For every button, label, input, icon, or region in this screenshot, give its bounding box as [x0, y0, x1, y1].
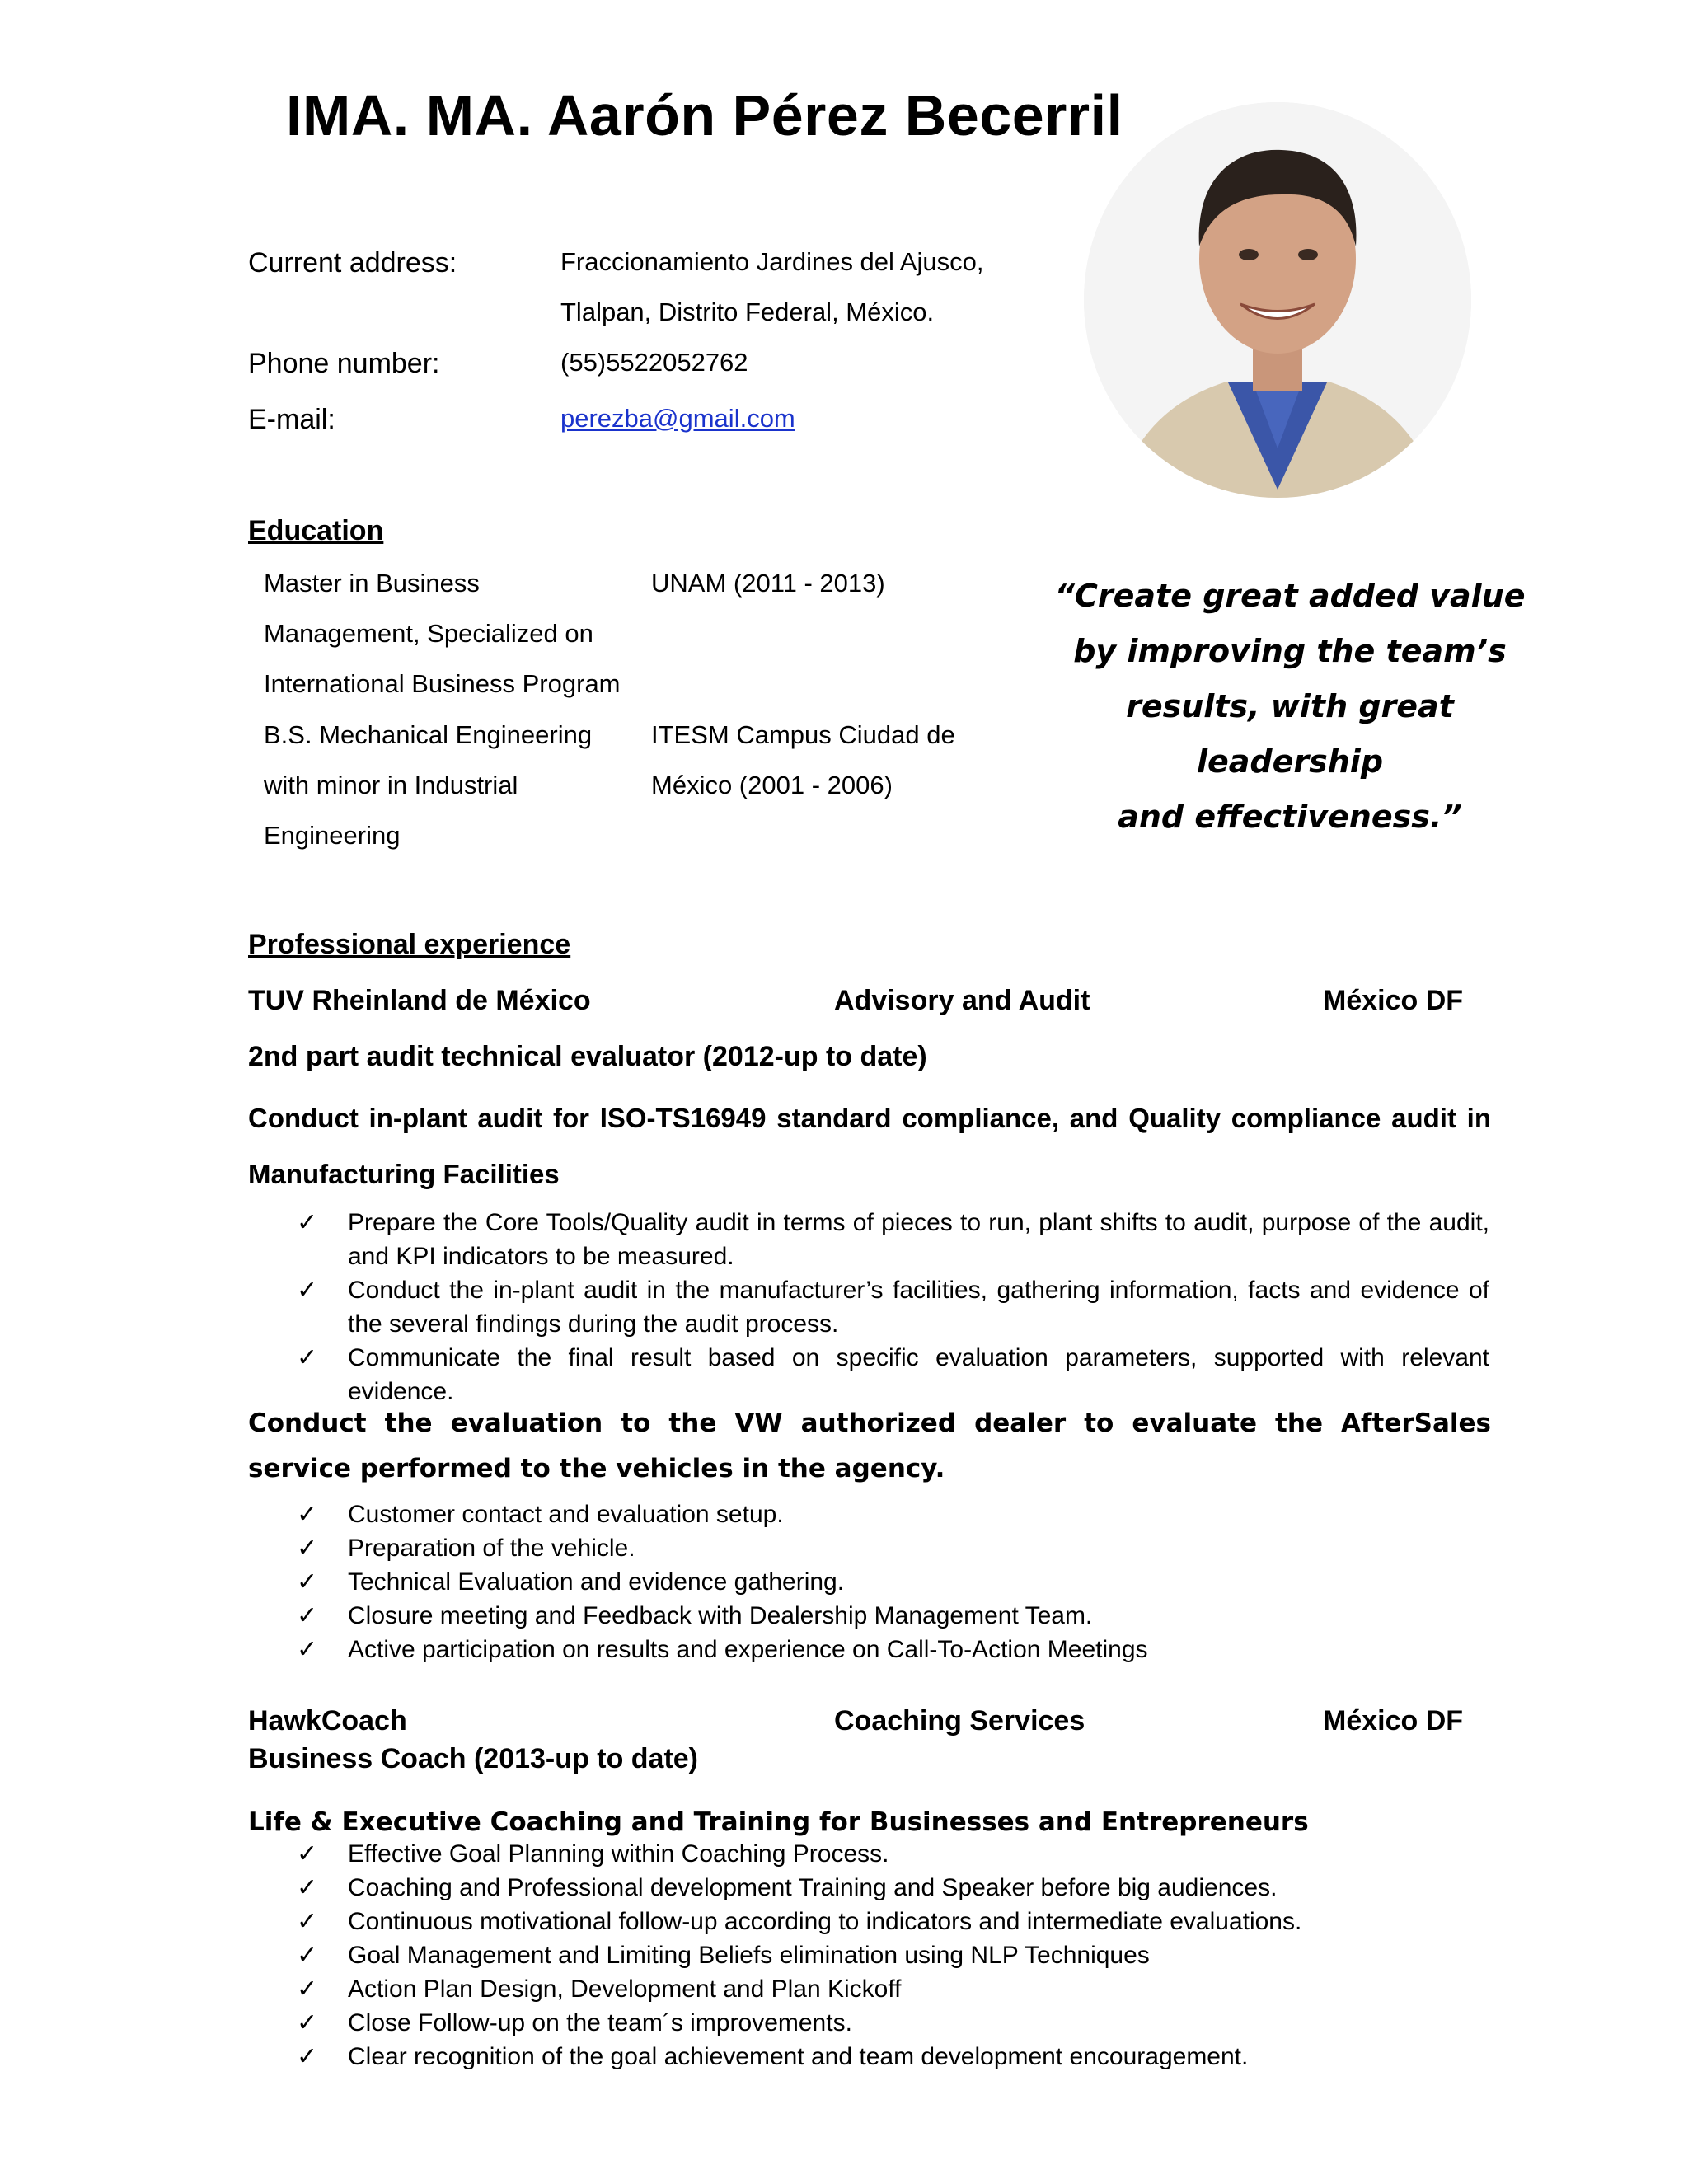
edu-1-school: UNAM (2011 - 2013) [651, 569, 885, 598]
edu-2-degree-line-1: B.S. Mechanical Engineering [264, 720, 593, 749]
checkmark-icon: ✓ [297, 1602, 318, 1629]
checkmark-icon: ✓ [297, 1344, 318, 1371]
list-item [297, 1531, 1148, 1565]
list-item-text: Communicate the final result based on specific evaluation parameters, supported with relevant evidence. [348, 1344, 1489, 1405]
list-item [297, 1837, 1301, 1871]
list-item [297, 2006, 1301, 2040]
quote-line: “Create great added value [1054, 578, 1526, 614]
edu-1-degree-line-3: International Business Program [264, 669, 621, 698]
job-2-block-1-title: Life & Executive Coaching and Training for Businesses and Entrepreneurs [248, 1807, 1309, 1837]
address-label: Current address: [248, 247, 457, 279]
edu-2-degree-line-3: Engineering [264, 821, 401, 850]
list-item-text: Clear recognition of the goal achievement and team development encouragement. [348, 2043, 1249, 2070]
list-item [297, 1871, 1301, 1905]
profile-photo [1084, 102, 1471, 498]
list-item-text: Continuous motivational follow-up according to indicators and intermediate evaluations. [348, 1908, 1302, 1935]
checkmark-icon: ✓ [297, 1874, 318, 1901]
phone-label: Phone number: [248, 348, 440, 379]
quote-line: results, with great leadership [1126, 688, 1454, 780]
personal-quote [1047, 569, 1533, 845]
list-item [297, 1905, 1301, 1938]
job-1-sector: Advisory and Audit [834, 985, 1090, 1016]
list-item-text: Close Follow-up on the team´s improvements. [348, 2009, 852, 2036]
edu-2-degree-line-2: with minor in Industrial [264, 771, 518, 799]
checkmark-icon: ✓ [297, 1908, 318, 1935]
job-2-block-1-list [297, 1837, 1301, 2074]
list-item [297, 1206, 1489, 1273]
phone-value: (55)5522052762 [560, 348, 748, 377]
list-item-text: Effective Goal Planning within Coaching Process. [348, 1840, 889, 1868]
list-item [297, 2040, 1301, 2074]
edu-2-school-line-2: México (2001 - 2006) [651, 771, 893, 799]
list-item-text: Technical Evaluation and evidence gathering. [348, 1568, 845, 1596]
address-line-1: Fraccionamiento Jardines del Ajusco, [560, 247, 984, 276]
list-item [297, 1565, 1148, 1599]
list-item [297, 1341, 1489, 1408]
job-1-role: 2nd part audit technical evaluator (2012-up to date) [248, 1041, 927, 1072]
edu-2-school-line-1: ITESM Campus Ciudad de [651, 720, 955, 749]
experience-heading: Professional experience [248, 929, 571, 960]
job-1-block-2-list [297, 1497, 1148, 1666]
list-item [297, 1938, 1301, 1972]
job-1-location: México DF [1323, 985, 1464, 1016]
job-2-company: HawkCoach [248, 1705, 407, 1736]
list-item-text: Customer contact and evaluation setup. [348, 1501, 784, 1528]
checkmark-icon: ✓ [297, 1209, 318, 1236]
list-item [297, 1497, 1148, 1531]
job-2-sector: Coaching Services [834, 1705, 1085, 1736]
list-item-text: Action Plan Design, Development and Plan Kickoff [348, 1975, 902, 2003]
checkmark-icon: ✓ [297, 2009, 318, 2036]
checkmark-icon: ✓ [297, 1636, 318, 1663]
checkmark-icon: ✓ [297, 1840, 318, 1868]
job-1-block-2-title: Conduct the evaluation to the VW authorized dealer to evaluate the AfterSales service performed to the vehicles in the agency. [248, 1408, 1491, 1483]
job-1-block-1-title: Conduct in-plant audit for ISO-TS16949 standard compliance, and Quality compliance audit in Manufacturing Facilities [248, 1103, 1491, 1189]
job-2-role: Business Coach (2013-up to date) [248, 1743, 699, 1774]
list-item-text: Active participation on results and experience on Call-To-Action Meetings [348, 1636, 1148, 1663]
list-item [297, 1972, 1301, 2006]
list-item-text: Goal Management and Limiting Beliefs elimination using NLP Techniques [348, 1942, 1150, 1969]
list-item-text: Closure meeting and Feedback with Dealership Management Team. [348, 1602, 1093, 1629]
checkmark-icon: ✓ [297, 1975, 318, 2003]
page-title: IMA. MA. Aarón Pérez Becerril [286, 83, 1123, 148]
list-item [297, 1633, 1148, 1666]
list-item-text: Preparation of the vehicle. [348, 1535, 635, 1562]
education-heading: Education [248, 515, 384, 546]
checkmark-icon: ✓ [297, 1535, 318, 1562]
quote-line: by improving the team’s [1073, 633, 1507, 669]
job-1-block-1-list [297, 1206, 1489, 1408]
job-1-company: TUV Rheinland de México [248, 985, 591, 1016]
address-line-2: Tlalpan, Distrito Federal, México. [560, 298, 935, 326]
portrait-illustration [1084, 102, 1471, 498]
list-item-text: Conduct the in-plant audit in the manufacturer’s facilities, gathering information, facts and evidence of the several findings during the audit process. [348, 1277, 1489, 1338]
list-item [297, 1599, 1148, 1633]
edu-1-degree-line-1: Master in Business [264, 569, 480, 598]
email-link[interactable]: perezba@gmail.com [560, 404, 795, 433]
quote-line: and effectiveness.” [1118, 799, 1462, 835]
job-2-location: México DF [1323, 1705, 1464, 1736]
checkmark-icon: ✓ [297, 1942, 318, 1969]
email-label: E-mail: [248, 404, 335, 435]
list-item-text: Coaching and Professional development Training and Speaker before big audiences. [348, 1874, 1278, 1901]
list-item [297, 1273, 1489, 1341]
checkmark-icon: ✓ [297, 1277, 318, 1304]
list-item-text: Prepare the Core Tools/Quality audit in terms of pieces to run, plant shifts to audit, purpose of the audit, and KPI indicators to be measured. [348, 1209, 1489, 1270]
edu-1-degree-line-2: Management, Specialized on [264, 619, 593, 648]
checkmark-icon: ✓ [297, 1501, 318, 1528]
checkmark-icon: ✓ [297, 2043, 318, 2070]
checkmark-icon: ✓ [297, 1568, 318, 1596]
